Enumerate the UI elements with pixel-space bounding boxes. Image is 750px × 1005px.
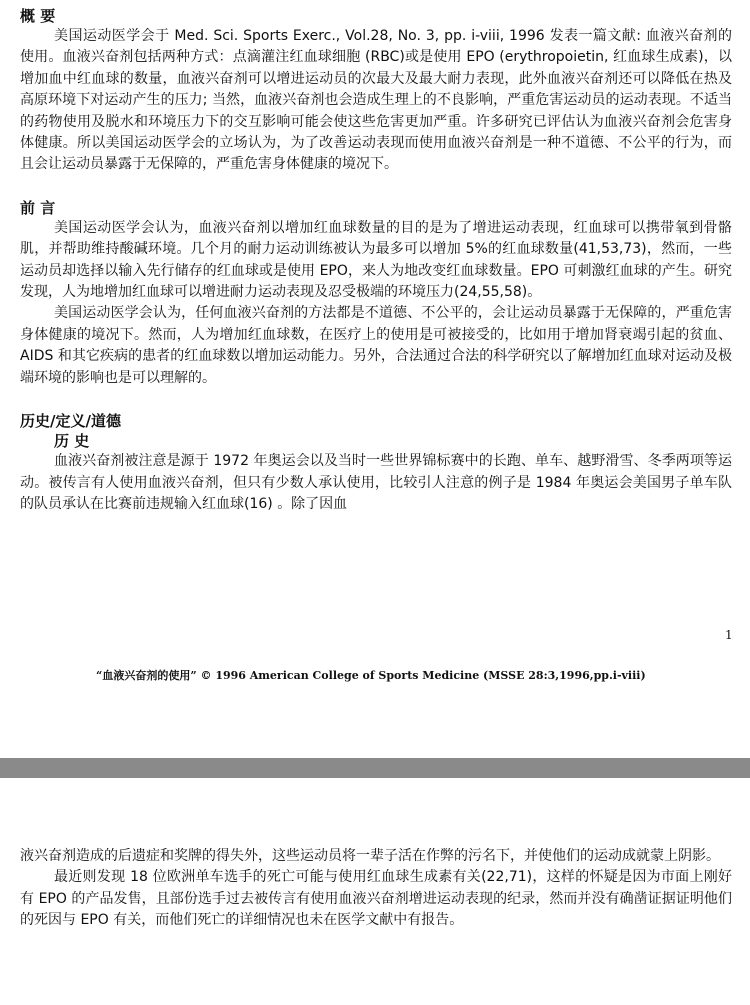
page-1-content xyxy=(20,6,732,515)
abstract-paragraph: 美国运动医学会于 Med. Sci. Sports Exerc., Vol.28, No. 3, pp. i-viii, 1996 发表一篇文献: 血液兴奋剂的使用。血液兴奋剂包括两种方式：点滴灌注红血球细胞 (RBC)或是使用 EPO (erythropoietin, 红血球生成素)，以增加血中红血球的数量，血液兴奋剂可以增进运动员的次最大及最大耐力表现，此外血液兴奋剂还可以降低在热及高原环境下对运动产生的压力; 当然，血液兴奋剂也会造成生理上的不良影响，严重危害运动员的运动表现。不适当的药物使用及脱水和环境压力下的交互影响可能会使这些危害更加严重。许多研究已评估认为血液兴奋剂会危害身体健康。所以美国运动医学会的立场认为，为了改善运动表现而使用血液兴奋剂是一种不道德、不公平的行为，而且会让运动员暴露于无保障的，严重危害身体健康的境况下。 xyxy=(20,28,732,173)
history-section-heading: 历史/定义/道德 xyxy=(20,412,121,431)
page-footer: “血液兴奋剂的使用” © 1996 American College of Sports Medicine (MSSE 28:3,1996,pp.i-viii) xyxy=(96,669,646,682)
page-2-paragraph-1: 液兴奋剂造成的后遗症和奖牌的得失外，这些运动员将一辈子活在作弊的污名下，并使他们的运动成就蒙上阴影。 xyxy=(20,848,720,864)
intro-paragraph-1: 美国运动医学会认为，血液兴奋剂以增加红血球数量的目的是为了增进运动表现，红血球可以携带氧到骨骼肌，并帮助维持酸碱环境。几个月的耐力运动训练被认为最多可以增加 5%的红血球数量(41,53,73)，然而，一些运动员却选择以输入先行储存的红血球或是使用 EPO，来人为地改变红血球数量。EPO 可刺激红血球的产生。研究发现，人为地增加红血球可以增进耐力运动表现及忍受极端的环境压力(24,55,58)。 xyxy=(20,219,732,301)
page-2-content xyxy=(20,846,732,932)
intro-heading: 前 言 xyxy=(20,198,56,217)
abstract-heading: 概 要 xyxy=(20,7,56,25)
history-subheading: 历 史 xyxy=(54,432,90,451)
page-separator xyxy=(0,758,750,778)
document-page-2 xyxy=(0,778,750,1005)
history-paragraph-1: 血液兴奋剂被注意是源于 1972 年奥运会以及当时一些世界锦标赛中的长跑、单车、越野滑雪、冬季两项等运动。被传言有人使用血液兴奋剂，但只有少数人承认使用，比较引人注意的例子是 1984 年奥运会美国男子单车队的队员承认在比赛前违规输入红血球(16) 。除了因血 xyxy=(20,453,732,512)
page-2-paragraph-2: 最近则发现 18 位欧洲单车选手的死亡可能与使用红血球生成素有关(22,71)，这样的怀疑是因为市面上刚好有 EPO 的产品发售，且部份选手过去被传言有使用血液兴奋剂增进运动表现的纪录，然而并没有确凿证据证明他们的死因与 EPO 有关，而他们死亡的详细情况也未在医学文献中有报告。 xyxy=(20,869,732,929)
page-number: 1 xyxy=(725,628,733,642)
intro-paragraph-2: 美国运动医学会认为，任何血液兴奋剂的方法都是不道德、不公平的，会让运动员暴露于无保障的，严重危害身体健康的境况下。然而，人为增加红血球数，在医疗上的使用是可被接受的，比如用于增加肾衰竭引起的贫血、AIDS 和其它疾病的患者的红血球数以增加运动能力。另外，合法通过合法的科学研究以了解增加红血球对运动及极端环境的影响也是可以理解的。 xyxy=(20,305,732,386)
